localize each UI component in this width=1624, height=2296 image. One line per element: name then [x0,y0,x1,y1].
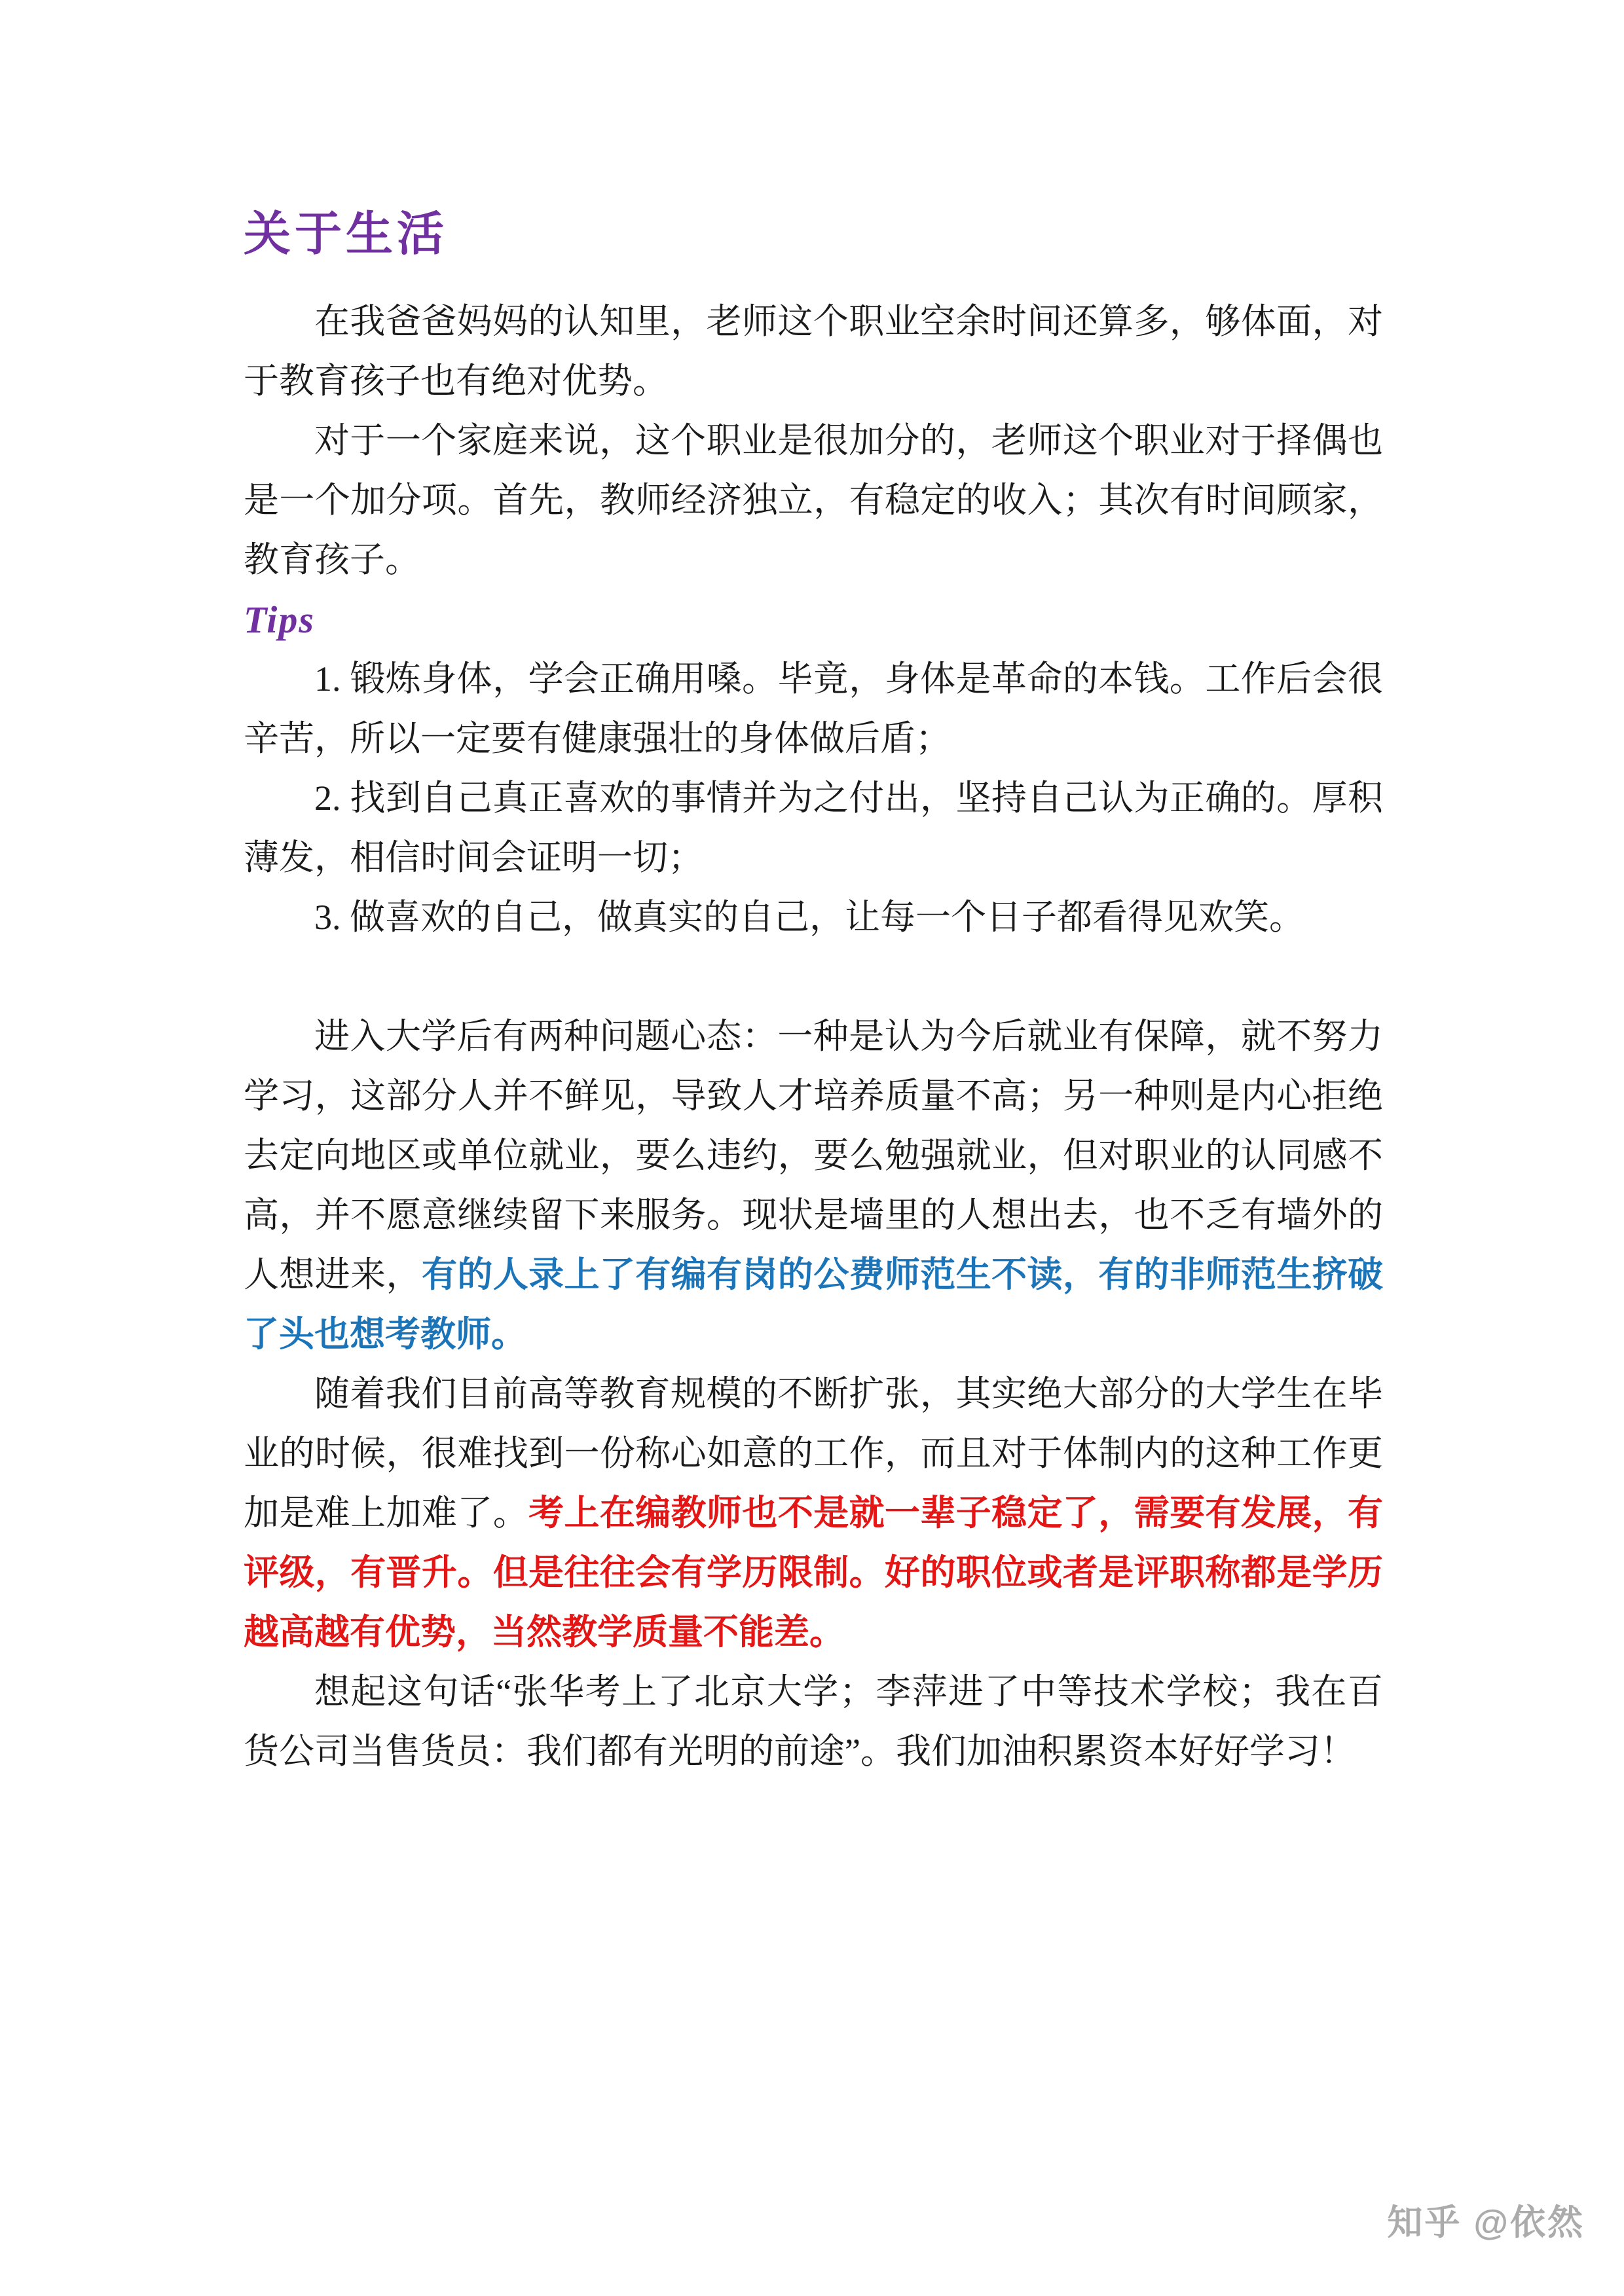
text-segment-normal: 随着我们目前高等教育规模的不断扩张，其实绝大部分的大学生在毕业的时候，很难找到一份称心如意的工作，而且对于体制内的这种工作更加是难上加难了。 [244,1374,1383,1533]
tip-item-3: 3. 做喜欢的自己，做真实的自己，让每一个日子都看得见欢笑。 [314,898,1304,937]
tips-heading: Tips [244,598,315,641]
article-body [244,0,1383,1781]
paragraph-expansion [244,1364,1383,1662]
paragraph-quote: 想起这句话“张华考上了北京大学；李萍进了中等技术学校；我在百货公司当售货员：我们都有光明的前途”。我们加油积累资本好好学习！ [244,1672,1383,1771]
text-segment-red-bold: 考上在编教师也不是就一辈子稳定了，需要有发展，有评级，有晋升。但是往往会有学历限制。好的职位或者是评职称都是学历越高越有优势，当然教学质量不能差。 [244,1493,1384,1652]
paragraph-parents-view: 在我爸爸妈妈的认知里，老师这个职业空余时间还算多，够体面，对于教育孩子也有绝对优势。 [244,302,1383,401]
paragraph-mindsets [244,1007,1383,1364]
blank-line [244,947,1383,1007]
tip-item-1: 1. 锻炼身体，学会正确用嗓。毕竟，身体是革命的本钱。工作后会很辛苦，所以一定要有健康强壮的身体做后盾； [244,659,1383,758]
section-heading: 关于生活 [244,208,449,261]
text-segment-normal: 进入大学后有两种问题心态：一种是认为今后就业有保障，就不努力学习，这部分人并不鲜见，导致人才培养质量不高；另一种则是内心拒绝去定向地区或单位就业，要么违约，要么勉强就业，但对职业的认同感不高，并不愿意继续留下来服务。现状是墙里的人想出去，也不乏有墙外的人想进来， [244,1017,1383,1294]
paragraph-family-plus: 对于一个家庭来说，这个职业是很加分的，老师这个职业对于择偶也是一个加分项。首先，教师经济独立，有稳定的收入；其次有时间顾家，教育孩子。 [244,421,1383,579]
zhihu-watermark: 知乎 @依然 [1387,2203,1585,2242]
text-segment-blue-bold: 有的人录上了有编有岗的公费师范生不读，有的非师范生挤破了头也想考教师。 [244,1255,1383,1354]
tip-item-2: 2. 找到自己真正喜欢的事情并为之付出，坚持自己认为正确的。厚积薄发，相信时间会证明一切； [244,778,1383,877]
